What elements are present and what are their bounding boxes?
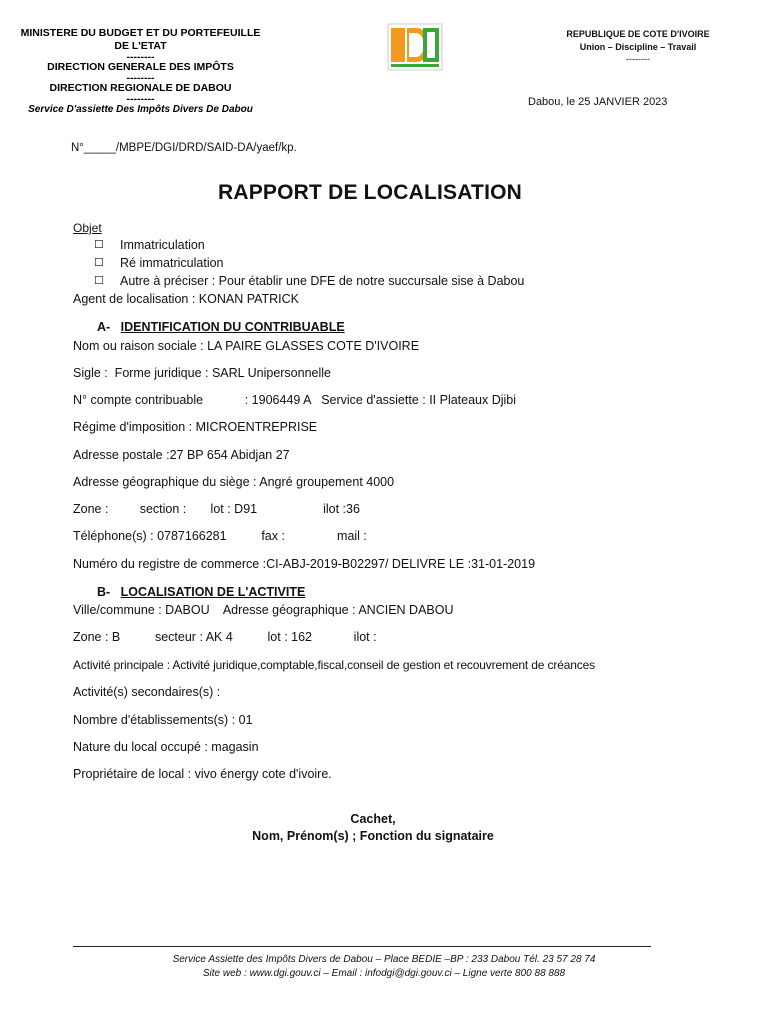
- field-line: Téléphone(s) : 0787166281 fax : mail :: [73, 529, 367, 543]
- footer-contact: Site web : www.dgi.gouv.ci – Email : infodgi@dgi.gouv.ci – Ligne verte 800 88 888: [202, 968, 566, 979]
- section-a-heading: [97, 320, 345, 334]
- checkbox-icon: ☐: [94, 239, 104, 251]
- separator-dash: --------: [126, 93, 155, 105]
- field-line: Régime d'imposition : MICROENTREPRISE: [73, 420, 318, 434]
- republic-header: [538, 28, 738, 64]
- signature-name: Nom, Prénom(s) ; Fonction du signataire: [252, 829, 494, 843]
- direction-regionale: DIRECTION REGIONALE DE DABOU: [49, 82, 232, 94]
- objet-item: Immatriculation: [120, 238, 205, 252]
- field-line: Adresse géographique du siège : Angré groupement 4000: [73, 475, 395, 489]
- field-line: N° compte contribuable : 1906449 A Service d'assiette : II Plateaux Djibi: [73, 393, 517, 407]
- ministry-name-2: DE L'ETAT: [114, 40, 167, 52]
- field-line: Nom ou raison sociale : LA PAIRE GLASSES COTE D'IVOIRE: [73, 339, 420, 353]
- republic-name: REPUBLIQUE DE COTE D'IVOIRE: [566, 29, 710, 39]
- objet-label: Objet: [73, 221, 102, 235]
- separator-dash: --------: [126, 51, 155, 63]
- dgi-logo-icon: [387, 23, 443, 71]
- field-line: Nombre d'établissements(s) : 01: [73, 713, 253, 727]
- section-a-title: IDENTIFICATION DU CONTRIBUABLE: [120, 320, 345, 334]
- objet-item: Ré immatriculation: [120, 256, 224, 270]
- field-line: Zone : section : lot : D91 ilot :36: [73, 502, 360, 516]
- field-line: Propriétaire de local : vivo énergy cote d'ivoire.: [73, 767, 332, 781]
- section-b-title: LOCALISATION DE L'ACTIVITE: [120, 585, 306, 599]
- section-b-letter: B-: [97, 585, 111, 599]
- field-line: Sigle : Forme juridique : SARL Unipersonnelle: [73, 366, 331, 380]
- field-line: Activité(s) secondaires(s) :: [73, 685, 221, 699]
- direction-generale: DIRECTION GENERALE DES IMPÔTS: [47, 61, 234, 73]
- agent-line: Agent de localisation : KONAN PATRICK: [73, 292, 300, 306]
- field-line: Numéro du registre de commerce :CI-ABJ-2019-B02297/ DELIVRE LE :31-01-2019: [73, 557, 536, 571]
- field-line: Zone : B secteur : AK 4 lot : 162 ilot :: [73, 630, 377, 644]
- ministry-name: MINISTERE DU BUDGET ET DU PORTEFEUILLE: [20, 27, 261, 39]
- field-line: Nature du local occupé : magasin: [73, 740, 259, 754]
- footer-divider: [73, 946, 651, 947]
- checkbox-icon: ☐: [94, 275, 104, 287]
- section-b-heading: [97, 585, 305, 599]
- separator-dash: --------: [626, 54, 650, 64]
- ministry-header: [18, 27, 263, 116]
- signature-block: [0, 811, 746, 845]
- field-line: Activité principale : Activité juridique,comptable,fiscal,conseil de gestion et recouvrement de créances: [73, 658, 596, 672]
- page-title: RAPPORT DE LOCALISATION: [217, 181, 523, 204]
- field-line: Ville/commune : DABOU Adresse géographique : ANCIEN DABOU: [73, 603, 454, 617]
- objet-item: Autre à préciser : Pour établir une DFE de notre succursale sise à Dabou: [120, 274, 525, 288]
- signature-cachet: Cachet,: [350, 812, 396, 826]
- document-date: Dabou, le 25 JANVIER 2023: [528, 96, 668, 108]
- reference-number: N°_____/MBPE/DGI/DRD/SAID-DA/yaef/kp.: [71, 142, 297, 154]
- field-line: Adresse postale :27 BP 654 Abidjan 27: [73, 448, 290, 462]
- footer-address: Service Assiette des Impôts Divers de Dabou – Place BEDIE –BP : 233 Dabou Tél. 23 57 28 74: [172, 954, 596, 965]
- section-a-letter: A-: [97, 320, 111, 334]
- separator-dash: --------: [126, 72, 155, 84]
- republic-motto: Union – Discipline – Travail: [579, 42, 697, 52]
- checkbox-icon: ☐: [94, 257, 104, 269]
- service-name: Service D'assiette Des Impôts Divers De Dabou: [28, 104, 253, 115]
